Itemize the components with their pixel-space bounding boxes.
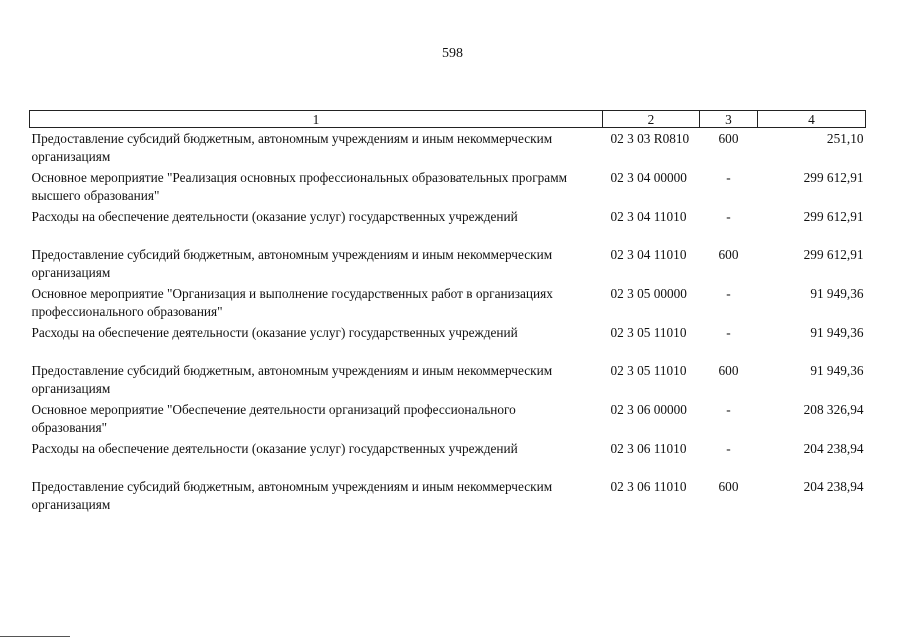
row-code: 02 3 06 11010 — [610, 479, 687, 494]
table-row — [30, 208, 866, 246]
header-col-4: 4 — [758, 111, 866, 128]
row-expense-type: - — [726, 325, 731, 340]
row-sum: 251,10 — [826, 131, 864, 146]
row-sum: 91 949,36 — [810, 286, 864, 301]
table-row — [30, 285, 866, 324]
table-row — [30, 324, 866, 362]
row-name: Предоставление субсидий бюджетным, автономным учреждениям и иным некоммерческим организациям — [31, 479, 553, 512]
header-col-2: 2 — [603, 111, 700, 128]
row-name: Расходы на обеспечение деятельности (оказание услуг) государственных учреждений — [31, 325, 518, 340]
row-sum: 299 612,91 — [803, 247, 864, 262]
table-row — [30, 478, 866, 514]
row-sum: 204 238,94 — [803, 479, 864, 494]
row-name: Предоставление субсидий бюджетным, автономным учреждениям и иным некоммерческим организациям — [31, 131, 553, 164]
row-expense-type: - — [726, 286, 731, 301]
header-col-3: 3 — [700, 111, 758, 128]
header-row — [30, 111, 866, 128]
row-code: 02 3 04 11010 — [610, 209, 687, 224]
row-name: Предоставление субсидий бюджетным, автономным учреждениям и иным некоммерческим организациям — [31, 247, 553, 280]
row-code: 02 3 05 11010 — [610, 363, 687, 378]
row-sum: 299 612,91 — [803, 209, 864, 224]
row-expense-type: 600 — [718, 363, 739, 378]
row-code: 02 3 05 00000 — [610, 286, 687, 301]
row-name: Расходы на обеспечение деятельности (оказание услуг) государственных учреждений — [31, 441, 518, 456]
row-expense-type: - — [726, 441, 731, 456]
table-body — [30, 128, 866, 515]
row-name: Основное мероприятие "Реализация основных профессиональных образовательных программ высшего образования" — [31, 170, 568, 203]
row-expense-type: 600 — [718, 479, 739, 494]
row-code: 02 3 03 R0810 — [610, 131, 690, 146]
row-name: Основное мероприятие "Организация и выполнение государственных работ в организациях профессионального образования" — [31, 286, 553, 319]
row-name: Предоставление субсидий бюджетным, автономным учреждениям и иным некоммерческим организациям — [31, 363, 553, 396]
table-header — [30, 111, 866, 128]
row-name: Расходы на обеспечение деятельности (оказание услуг) государственных учреждений — [31, 209, 518, 224]
table-row — [30, 128, 866, 170]
row-expense-type: 600 — [718, 131, 739, 146]
row-name: Основное мероприятие "Обеспечение деятельности организаций профессионального образования" — [31, 402, 516, 435]
table-row — [30, 401, 866, 440]
table-row — [30, 440, 866, 478]
header-col-1: 1 — [30, 111, 603, 128]
table-row — [30, 169, 866, 208]
row-sum: 91 949,36 — [810, 325, 864, 340]
row-code: 02 3 04 00000 — [610, 170, 687, 185]
footer-divider — [0, 636, 70, 641]
row-sum: 208 326,94 — [803, 402, 864, 417]
page-number: 598 — [442, 46, 463, 61]
row-sum: 91 949,36 — [810, 363, 864, 378]
row-expense-type: - — [726, 209, 731, 224]
row-sum: 204 238,94 — [803, 441, 864, 456]
row-expense-type: 600 — [718, 247, 739, 262]
row-code: 02 3 05 11010 — [610, 325, 687, 340]
row-code: 02 3 04 11010 — [610, 247, 687, 262]
table-row — [30, 362, 866, 401]
budget-table — [29, 110, 866, 514]
table-row — [30, 246, 866, 285]
row-expense-type: - — [726, 402, 731, 417]
row-code: 02 3 06 11010 — [610, 441, 687, 456]
row-code: 02 3 06 00000 — [610, 402, 687, 417]
row-expense-type: - — [726, 170, 731, 185]
row-sum: 299 612,91 — [803, 170, 864, 185]
